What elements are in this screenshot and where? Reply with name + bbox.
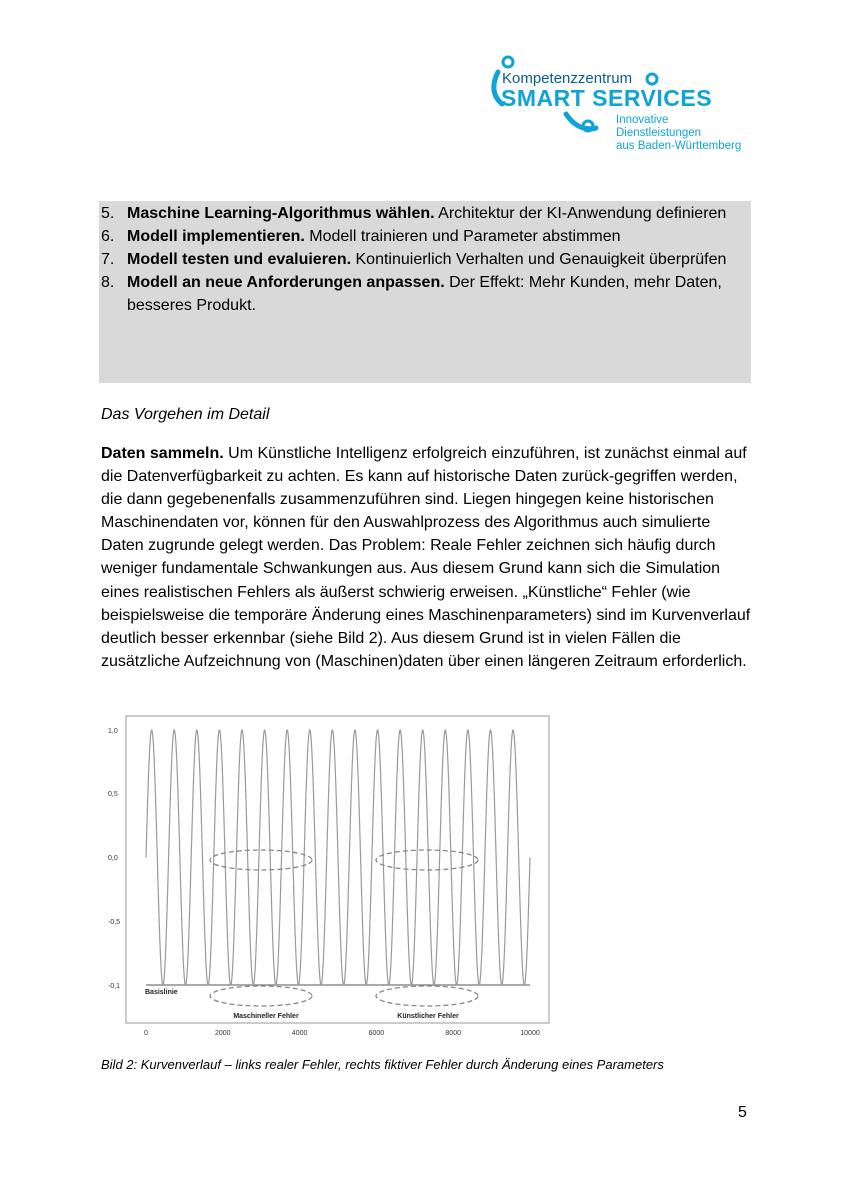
step-title: Modell an neue Anforderungen anpassen. <box>127 274 445 291</box>
chart-annotation: Basislinie <box>145 989 178 996</box>
figure-caption: Bild 2: Kurvenverlauf – links realer Fehler, rechts fiktiver Fehler durch Änderung eines Parameters <box>101 1057 664 1072</box>
step-number: 5. <box>101 205 115 222</box>
error-region-ellipse <box>376 986 478 1006</box>
logo-line-4: aus Baden-Württemberg <box>616 140 742 152</box>
x-tick-label: 6000 <box>368 1030 385 1037</box>
chart-svg <box>101 715 551 1045</box>
section-subheading: Das Vorgehen im Detail <box>101 406 270 423</box>
step-item <box>99 271 751 317</box>
step-number: 8. <box>101 274 115 291</box>
step-text: Architektur der KI-Anwendung definieren <box>434 205 727 222</box>
step-title: Maschine Learning-Algorithmus wählen. <box>127 205 435 222</box>
x-tick-label: 8000 <box>445 1030 461 1037</box>
step-item <box>99 202 751 225</box>
paragraph-lead: Daten sammeln. <box>101 445 224 462</box>
figure-chart <box>101 715 551 1045</box>
step-title: Modell testen und evaluieren. <box>127 251 352 268</box>
step-item <box>99 248 751 271</box>
x-tick-label: 10000 <box>520 1030 540 1037</box>
x-tick-label: 4000 <box>291 1030 308 1037</box>
step-text: Kontinuierlich Verhalten und Genauigkeit überprüfen <box>351 251 727 268</box>
step-number: 7. <box>101 251 115 268</box>
logo-line-1: Kompetenzzentrum <box>502 70 633 87</box>
series-line <box>146 730 530 985</box>
y-tick-label: -0,1 <box>108 983 121 990</box>
y-tick-label: -0,5 <box>108 919 121 926</box>
step-text: Der Effekt: Mehr Kunden, mehr Daten, besseres Produkt. <box>127 274 722 314</box>
y-tick-label: 0,0 <box>108 855 118 862</box>
paragraph-text: Um Künstliche Intelligenz erfolgreich einzuführen, ist zunächst einmal auf die Datenverfügbarkeit zu achten. Es kann auf historische Daten zurück-gegriffen werden, die dann gegebenenfalls zusammenzuführen sind. Liegen hingegen keine historischen Maschinendaten vor, können für den Auswahlprozess des Algorithmus auch simulierte Daten zugrunde gelegt werden. Das Problem: Reale Fehler zeichnen sich häufig durch weniger fundamentale Schwankungen aus. Aus diesem Grund kann sich die Simulation eines realistischen Fehlers als äußerst schwierig erweisen. „Künstliche“ Fehler (wie beispielsweise die temporäre Änderung eines Maschinenparameters) sind im Kurvenverlauf deutlich besser erkennbar (siehe Bild 2). Aus diesem Grund ist in vielen Fällen die zusätzliche Aufzeichnung von (Maschinen)daten über einen längeren Zeitraum erforderlich. <box>101 445 751 670</box>
plot-frame <box>126 716 549 1023</box>
step-text: Modell trainieren und Parameter abstimmen <box>304 228 621 245</box>
y-tick-label: 1,0 <box>108 728 118 735</box>
steps-list <box>99 201 751 317</box>
steps-box <box>99 201 751 383</box>
step-item <box>99 225 751 248</box>
page-number: 5 <box>738 1104 747 1121</box>
chart-annotation: Künstlicher Fehler <box>397 1013 459 1020</box>
step-number: 6. <box>101 228 115 245</box>
x-tick-label: 0 <box>144 1030 148 1037</box>
logo-tagline <box>616 114 756 153</box>
x-tick-label: 2000 <box>215 1030 231 1037</box>
body-paragraph <box>101 442 751 673</box>
error-region-ellipse <box>210 986 312 1006</box>
logo-line-3: Innovative Dienstleistungen <box>616 114 702 139</box>
step-title: Modell implementieren. <box>127 228 305 245</box>
logo-line-2: SMART SERVICES <box>501 85 713 111</box>
logo <box>486 52 756 152</box>
chart-annotation: Maschineller Fehler <box>233 1013 299 1020</box>
y-tick-label: 0,5 <box>108 791 118 798</box>
